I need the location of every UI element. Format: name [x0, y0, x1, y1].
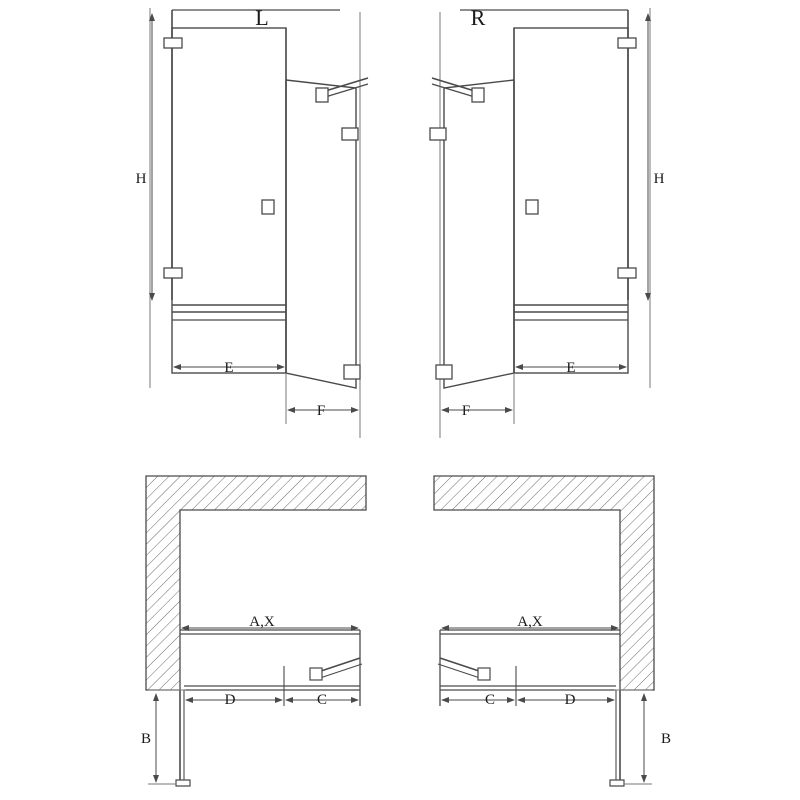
support-bar-plan [440, 658, 482, 672]
label-F-right: F [461, 403, 471, 419]
door-leaf-glass [444, 80, 514, 388]
hinge-upper [618, 38, 636, 48]
label-C-right: C [484, 692, 496, 708]
door-leaf-end-cap [176, 780, 190, 786]
elevation-right-view [430, 8, 650, 438]
support-bar-plan-edge [320, 664, 362, 678]
door-knob [526, 200, 538, 214]
support-bar-plan-edge [438, 664, 480, 678]
label-H-right: H [653, 171, 665, 187]
hinge-upper [164, 38, 182, 48]
label-D-right: D [564, 692, 576, 708]
label-E-left: E [224, 360, 234, 376]
title-left: L [255, 5, 269, 30]
wall-hatched [146, 476, 366, 690]
label-D-left: D [224, 692, 236, 708]
support-bar-plan-bracket [310, 668, 322, 680]
door-knob [262, 200, 274, 214]
label-H-left: H [135, 171, 147, 187]
door-bracket-upper [430, 128, 446, 140]
plan-left-view [146, 476, 366, 786]
label-AX-left: A,X [249, 614, 275, 630]
wall-hatched [434, 476, 654, 690]
elevation-left-view [150, 8, 368, 438]
door-bracket-upper [342, 128, 358, 140]
door-bracket-lower [344, 365, 360, 379]
label-F-left: F [316, 403, 326, 419]
door-leaf-glass [286, 80, 356, 388]
door-bracket-lower [436, 365, 452, 379]
label-B-right: B [660, 731, 672, 747]
support-bar-bracket [472, 88, 484, 102]
label-C-left: C [316, 692, 328, 708]
support-bar-plan [318, 658, 360, 672]
support-bar-bracket [316, 88, 328, 102]
title-right: R [470, 5, 486, 30]
plan-right-view [434, 476, 654, 786]
door-leaf-end-cap [610, 780, 624, 786]
label-E-right: E [566, 360, 576, 376]
hinge-lower [164, 268, 182, 278]
hinge-lower [618, 268, 636, 278]
label-B-left: B [140, 731, 152, 747]
support-bar-plan-bracket [478, 668, 490, 680]
label-AX-right: A,X [517, 614, 543, 630]
